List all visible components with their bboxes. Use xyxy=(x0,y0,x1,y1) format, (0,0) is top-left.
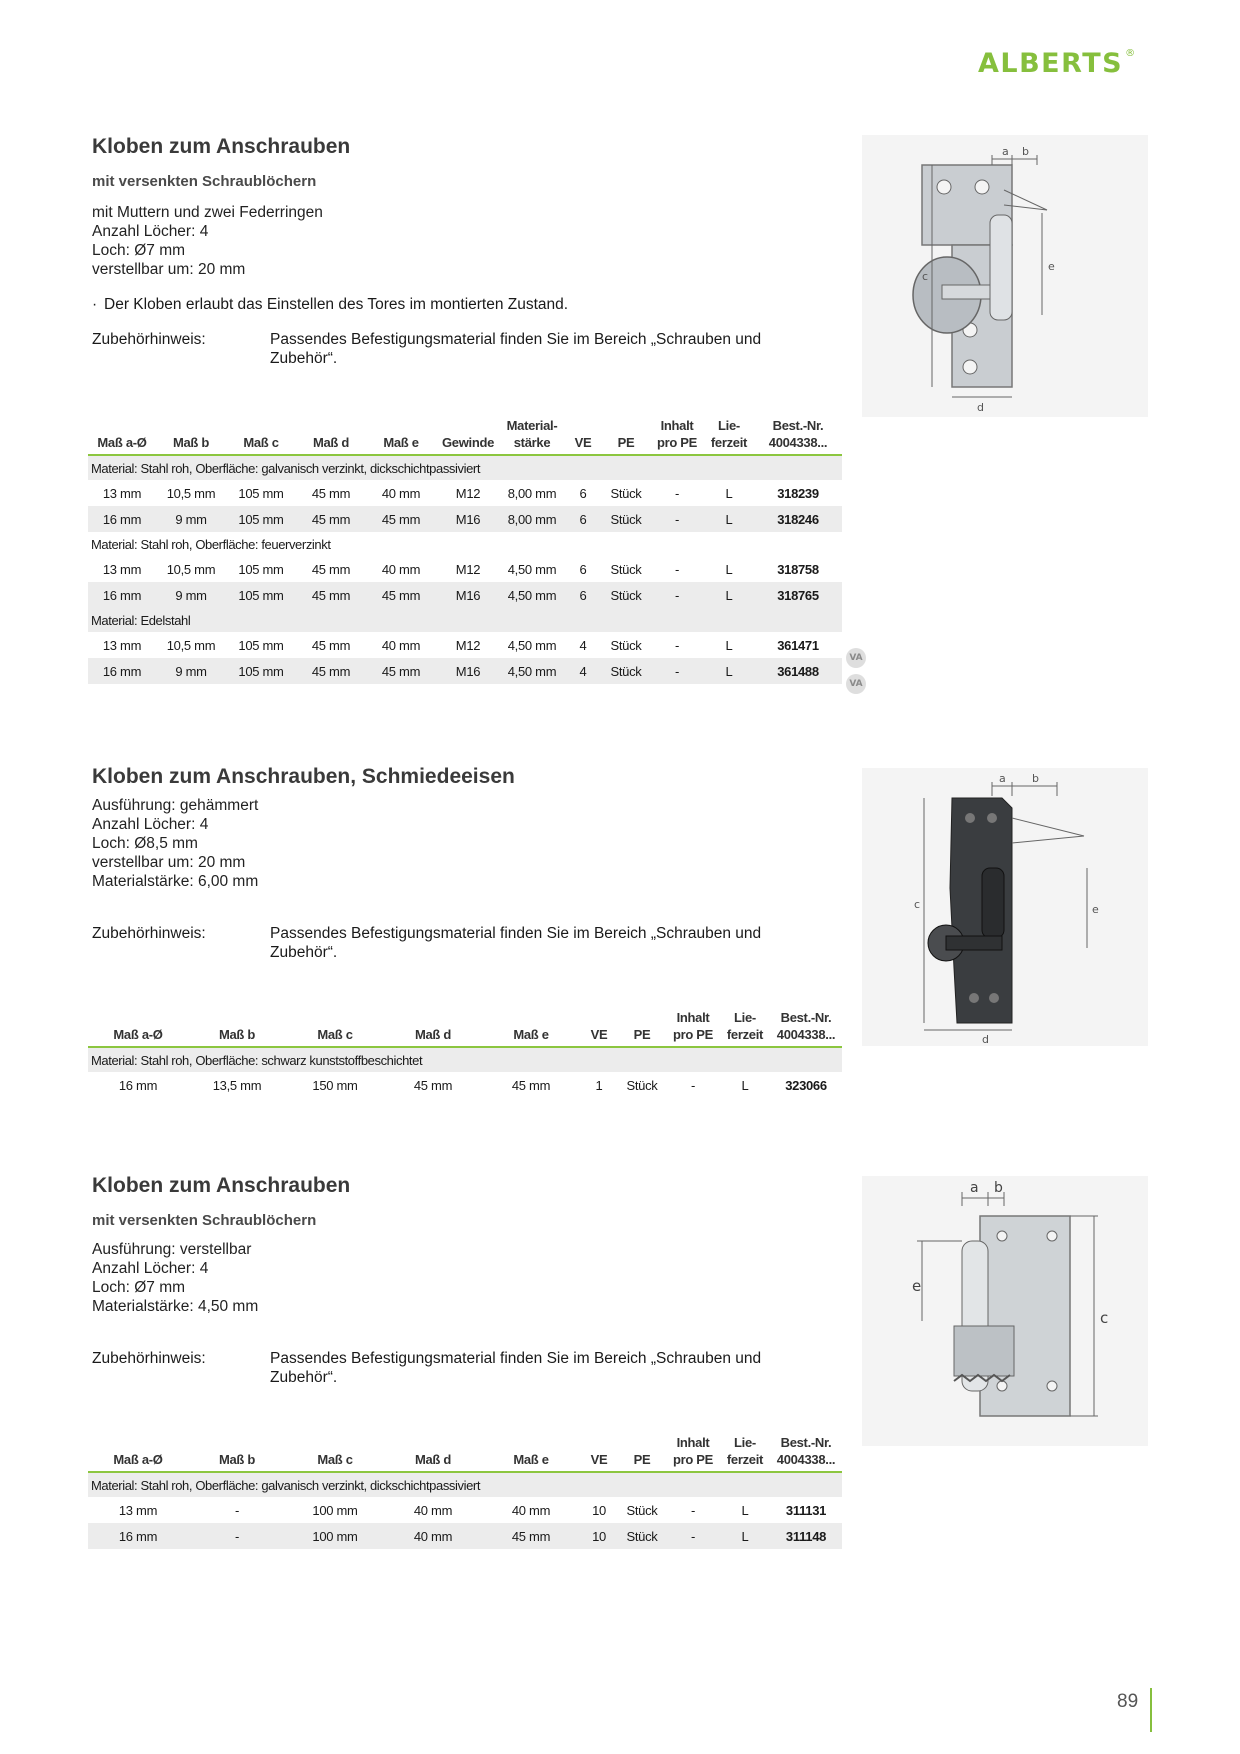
section-title: Kloben zum Anschrauben, Schmiedeeisen xyxy=(92,765,515,788)
product-drawing-2 xyxy=(862,768,1148,1046)
cell: L xyxy=(704,480,754,506)
cell: Stück xyxy=(602,556,650,582)
cell: 45 mm xyxy=(384,1072,482,1098)
cell: - xyxy=(650,632,704,658)
spec-line: Materialstärke: 4,50 mm xyxy=(92,1298,259,1315)
cell: L xyxy=(720,1072,770,1098)
cell: M16 xyxy=(436,582,500,608)
table-row xyxy=(88,1072,842,1098)
drawing-label-e: e xyxy=(1048,260,1055,273)
cell: 16 mm xyxy=(88,658,156,684)
hint-label: Zubehörhinweis: xyxy=(92,925,206,942)
cell: 40 mm xyxy=(482,1497,580,1523)
drawing-label-b: b xyxy=(1022,145,1029,158)
col-header: Maß a-Ø xyxy=(88,417,156,455)
cell: 16 mm xyxy=(88,582,156,608)
cell: 8,00 mm xyxy=(500,480,564,506)
cell: 10,5 mm xyxy=(156,632,226,658)
cell: - xyxy=(666,1523,720,1549)
spec-line: Anzahl Löcher: 4 xyxy=(92,223,209,240)
col-header: Maß d xyxy=(384,1434,482,1472)
order-number: 318246 xyxy=(754,506,842,532)
cell: Stück xyxy=(602,582,650,608)
page-number: 89 xyxy=(1117,1691,1139,1712)
order-number: 311131 xyxy=(770,1497,842,1523)
col-header: Inhalt pro PE xyxy=(666,1009,720,1047)
cell: L xyxy=(720,1497,770,1523)
cell: L xyxy=(704,632,754,658)
cell: 13 mm xyxy=(88,556,156,582)
spec-line: Ausführung: gehämmert xyxy=(92,797,259,814)
product-table-1 xyxy=(88,417,842,684)
spec-line: verstellbar um: 20 mm xyxy=(92,854,246,871)
cell: 13,5 mm xyxy=(188,1072,286,1098)
drawing-label-e: e xyxy=(912,1277,922,1295)
order-number: 323066 xyxy=(770,1072,842,1098)
spec-line: Loch: Ø7 mm xyxy=(92,1279,186,1296)
cell: M16 xyxy=(436,506,500,532)
section-subtitle: mit versenkten Schraublöchern xyxy=(92,1212,317,1229)
spec-line: Anzahl Löcher: 4 xyxy=(92,1260,209,1277)
cell: 10 xyxy=(580,1523,618,1549)
hint-label: Zubehörhinweis: xyxy=(92,1350,206,1367)
cell: 100 mm xyxy=(286,1523,384,1549)
cell: 105 mm xyxy=(226,582,296,608)
cell: M12 xyxy=(436,632,500,658)
cell: Stück xyxy=(618,1497,666,1523)
col-header: Best.-Nr. 4004338... xyxy=(770,1434,842,1472)
cell: 45 mm xyxy=(366,658,436,684)
col-header: VE xyxy=(564,417,602,455)
cell: 45 mm xyxy=(366,582,436,608)
drawing-label-b: b xyxy=(994,1180,1003,1196)
product-drawing-3 xyxy=(862,1176,1148,1446)
cell: M12 xyxy=(436,480,500,506)
col-header: Maß b xyxy=(188,1009,286,1047)
order-number: 361471 xyxy=(754,632,842,658)
cell: L xyxy=(704,556,754,582)
col-header: Lie- ferzeit xyxy=(704,417,754,455)
drawing-label-d: d xyxy=(977,401,984,414)
cell: 4 xyxy=(564,658,602,684)
cell: 4,50 mm xyxy=(500,582,564,608)
material-text: Material: Stahl roh, Oberfläche: galvanisch verzinkt, dickschichtpassiviert xyxy=(88,1472,842,1497)
cell: 45 mm xyxy=(296,506,366,532)
col-header: Maß c xyxy=(286,1009,384,1047)
hint-label: Zubehörhinweis: xyxy=(92,331,206,348)
cell: 16 mm xyxy=(88,1072,188,1098)
spec-line: Materialstärke: 6,00 mm xyxy=(92,873,259,890)
cell: 40 mm xyxy=(384,1523,482,1549)
col-header: VE xyxy=(580,1434,618,1472)
cell: 45 mm xyxy=(482,1523,580,1549)
cell: 16 mm xyxy=(88,506,156,532)
material-row xyxy=(88,608,842,632)
col-header: Lie- ferzeit xyxy=(720,1434,770,1472)
table-row xyxy=(88,506,842,532)
cell: Stück xyxy=(602,632,650,658)
cell: 45 mm xyxy=(296,582,366,608)
hint-text: Passendes Befestigungsmaterial finden Sie im Bereich „Schrauben und Zubehör“. xyxy=(270,925,762,961)
cell: 9 mm xyxy=(156,506,226,532)
col-header: Maß e xyxy=(482,1434,580,1472)
cell: - xyxy=(188,1497,286,1523)
table-row xyxy=(88,632,842,658)
cell: - xyxy=(650,658,704,684)
table-row xyxy=(88,556,842,582)
hint-text: Passendes Befestigungsmaterial finden Sie im Bereich „Schrauben und Zubehör“. xyxy=(270,331,762,367)
brand-registered-mark: ® xyxy=(1125,48,1137,59)
material-row xyxy=(88,1472,842,1497)
cell: 4,50 mm xyxy=(500,658,564,684)
col-header: Best.-Nr. 4004338... xyxy=(754,417,842,455)
cell: 13 mm xyxy=(88,632,156,658)
table-row xyxy=(88,658,842,684)
cell: 8,00 mm xyxy=(500,506,564,532)
table-header-row xyxy=(88,1009,842,1047)
col-header: PE xyxy=(618,1434,666,1472)
cell: 45 mm xyxy=(296,556,366,582)
cell: L xyxy=(704,658,754,684)
cell: 6 xyxy=(564,556,602,582)
cell: 40 mm xyxy=(366,480,436,506)
product-table-3 xyxy=(88,1434,842,1549)
table-header-row xyxy=(88,417,842,455)
cell: L xyxy=(704,506,754,532)
cell: M12 xyxy=(436,556,500,582)
cell: 105 mm xyxy=(226,658,296,684)
col-header: Inhalt pro PE xyxy=(666,1434,720,1472)
cell: 40 mm xyxy=(384,1497,482,1523)
cell: 105 mm xyxy=(226,506,296,532)
cell: 10 xyxy=(580,1497,618,1523)
cell: 10,5 mm xyxy=(156,556,226,582)
cell: 9 mm xyxy=(156,582,226,608)
drawing-label-a: a xyxy=(999,772,1006,785)
col-header: Inhalt pro PE xyxy=(650,417,704,455)
bullet-dot-icon: · xyxy=(92,296,98,313)
cell: 4,50 mm xyxy=(500,632,564,658)
hinge-drawing-wrought-iron xyxy=(862,768,1148,1046)
page-number-bar xyxy=(1150,1688,1152,1732)
drawing-label-c: c xyxy=(1100,1309,1109,1327)
cell: Stück xyxy=(618,1072,666,1098)
spec-line: verstellbar um: 20 mm xyxy=(92,261,246,278)
brand-logo xyxy=(978,48,1137,79)
col-header: Maß c xyxy=(226,417,296,455)
cell: Stück xyxy=(602,480,650,506)
cell: 105 mm xyxy=(226,632,296,658)
hinge-drawing-adjustable xyxy=(862,1176,1148,1446)
cell: 45 mm xyxy=(296,658,366,684)
material-text: Material: Edelstahl xyxy=(88,608,842,632)
cell: 6 xyxy=(564,480,602,506)
drawing-label-b: b xyxy=(1032,772,1039,785)
hint-text: Passendes Befestigungsmaterial finden Sie im Bereich „Schrauben und Zubehör“. xyxy=(270,1350,762,1386)
cell: - xyxy=(666,1497,720,1523)
table-row xyxy=(88,1497,842,1523)
cell: 105 mm xyxy=(226,480,296,506)
drawing-label-d: d xyxy=(982,1033,989,1046)
col-header: Best.-Nr. 4004338... xyxy=(770,1009,842,1047)
spec-line: Anzahl Löcher: 4 xyxy=(92,816,209,833)
drawing-label-c: c xyxy=(914,898,921,911)
cell: 45 mm xyxy=(366,506,436,532)
order-number: 361488 xyxy=(754,658,842,684)
cell: - xyxy=(650,506,704,532)
col-header: Lie- ferzeit xyxy=(720,1009,770,1047)
cell: Stück xyxy=(618,1523,666,1549)
col-header: VE xyxy=(580,1009,618,1047)
cell: 40 mm xyxy=(366,556,436,582)
col-header: Maß b xyxy=(156,417,226,455)
col-header: PE xyxy=(602,417,650,455)
cell: 4 xyxy=(564,632,602,658)
section-title: Kloben zum Anschrauben xyxy=(92,135,351,158)
material-row xyxy=(88,1047,842,1072)
spec-line: mit Muttern und zwei Federringen xyxy=(92,204,323,221)
order-number: 318239 xyxy=(754,480,842,506)
cell: L xyxy=(720,1523,770,1549)
cell: L xyxy=(704,582,754,608)
feature-bullet-text: Der Kloben erlaubt das Einstellen des Tores im montierten Zustand. xyxy=(104,296,569,313)
cell: 150 mm xyxy=(286,1072,384,1098)
section-subtitle: mit versenkten Schraublöchern xyxy=(92,173,317,190)
col-header: Maß e xyxy=(366,417,436,455)
cell: 100 mm xyxy=(286,1497,384,1523)
drawing-label-e: e xyxy=(1092,903,1099,916)
cell: Stück xyxy=(602,658,650,684)
product-drawing-1 xyxy=(862,135,1148,417)
cell: 9 mm xyxy=(156,658,226,684)
material-row xyxy=(88,532,842,556)
cell: 45 mm xyxy=(296,632,366,658)
table-row xyxy=(88,1523,842,1549)
table-row xyxy=(88,582,842,608)
col-header: Maß b xyxy=(188,1434,286,1472)
cell: 10,5 mm xyxy=(156,480,226,506)
material-text: Material: Stahl roh, Oberfläche: galvanisch verzinkt, dickschichtpassiviert xyxy=(88,455,842,480)
cell: - xyxy=(188,1523,286,1549)
material-row xyxy=(88,455,842,480)
material-text: Material: Stahl roh, Oberfläche: schwarz kunststoffbeschichtet xyxy=(88,1047,842,1072)
table-row xyxy=(88,480,842,506)
product-table-2 xyxy=(88,1009,842,1098)
col-header: Material- stärke xyxy=(500,417,564,455)
col-header: Maß e xyxy=(482,1009,580,1047)
drawing-label-a: a xyxy=(1002,145,1009,158)
order-number: 311148 xyxy=(770,1523,842,1549)
spec-line: Loch: Ø7 mm xyxy=(92,242,186,259)
cell: 16 mm xyxy=(88,1523,188,1549)
cell: 40 mm xyxy=(366,632,436,658)
cell: 13 mm xyxy=(88,480,156,506)
va-stainless-badge: VA xyxy=(846,648,866,668)
hinge-drawing-galvanized xyxy=(862,135,1148,417)
cell: 45 mm xyxy=(482,1072,580,1098)
col-header: Maß a-Ø xyxy=(88,1009,188,1047)
cell: 6 xyxy=(564,506,602,532)
cell: 105 mm xyxy=(226,556,296,582)
material-text: Material: Stahl roh, Oberfläche: feuerverzinkt xyxy=(88,532,842,556)
order-number: 318765 xyxy=(754,582,842,608)
section-title: Kloben zum Anschrauben xyxy=(92,1174,351,1197)
cell: 1 xyxy=(580,1072,618,1098)
cell: 45 mm xyxy=(296,480,366,506)
table-header-row xyxy=(88,1434,842,1472)
cell: - xyxy=(666,1072,720,1098)
va-stainless-badge: VA xyxy=(846,674,866,694)
drawing-label-c: c xyxy=(922,270,929,283)
spec-line: Ausführung: verstellbar xyxy=(92,1241,252,1258)
col-header: Maß d xyxy=(296,417,366,455)
cell: M16 xyxy=(436,658,500,684)
col-header: Maß a-Ø xyxy=(88,1434,188,1472)
col-header: Gewinde xyxy=(436,417,500,455)
cell: 4,50 mm xyxy=(500,556,564,582)
drawing-label-a: a xyxy=(970,1180,979,1196)
col-header: Maß d xyxy=(384,1009,482,1047)
col-header: PE xyxy=(618,1009,666,1047)
cell: 6 xyxy=(564,582,602,608)
cell: - xyxy=(650,480,704,506)
col-header: Maß c xyxy=(286,1434,384,1472)
cell: 13 mm xyxy=(88,1497,188,1523)
cell: - xyxy=(650,582,704,608)
order-number: 318758 xyxy=(754,556,842,582)
brand-logo-text: ALBERTS xyxy=(978,48,1124,79)
spec-line: Loch: Ø8,5 mm xyxy=(92,835,198,852)
cell: - xyxy=(650,556,704,582)
cell: Stück xyxy=(602,506,650,532)
